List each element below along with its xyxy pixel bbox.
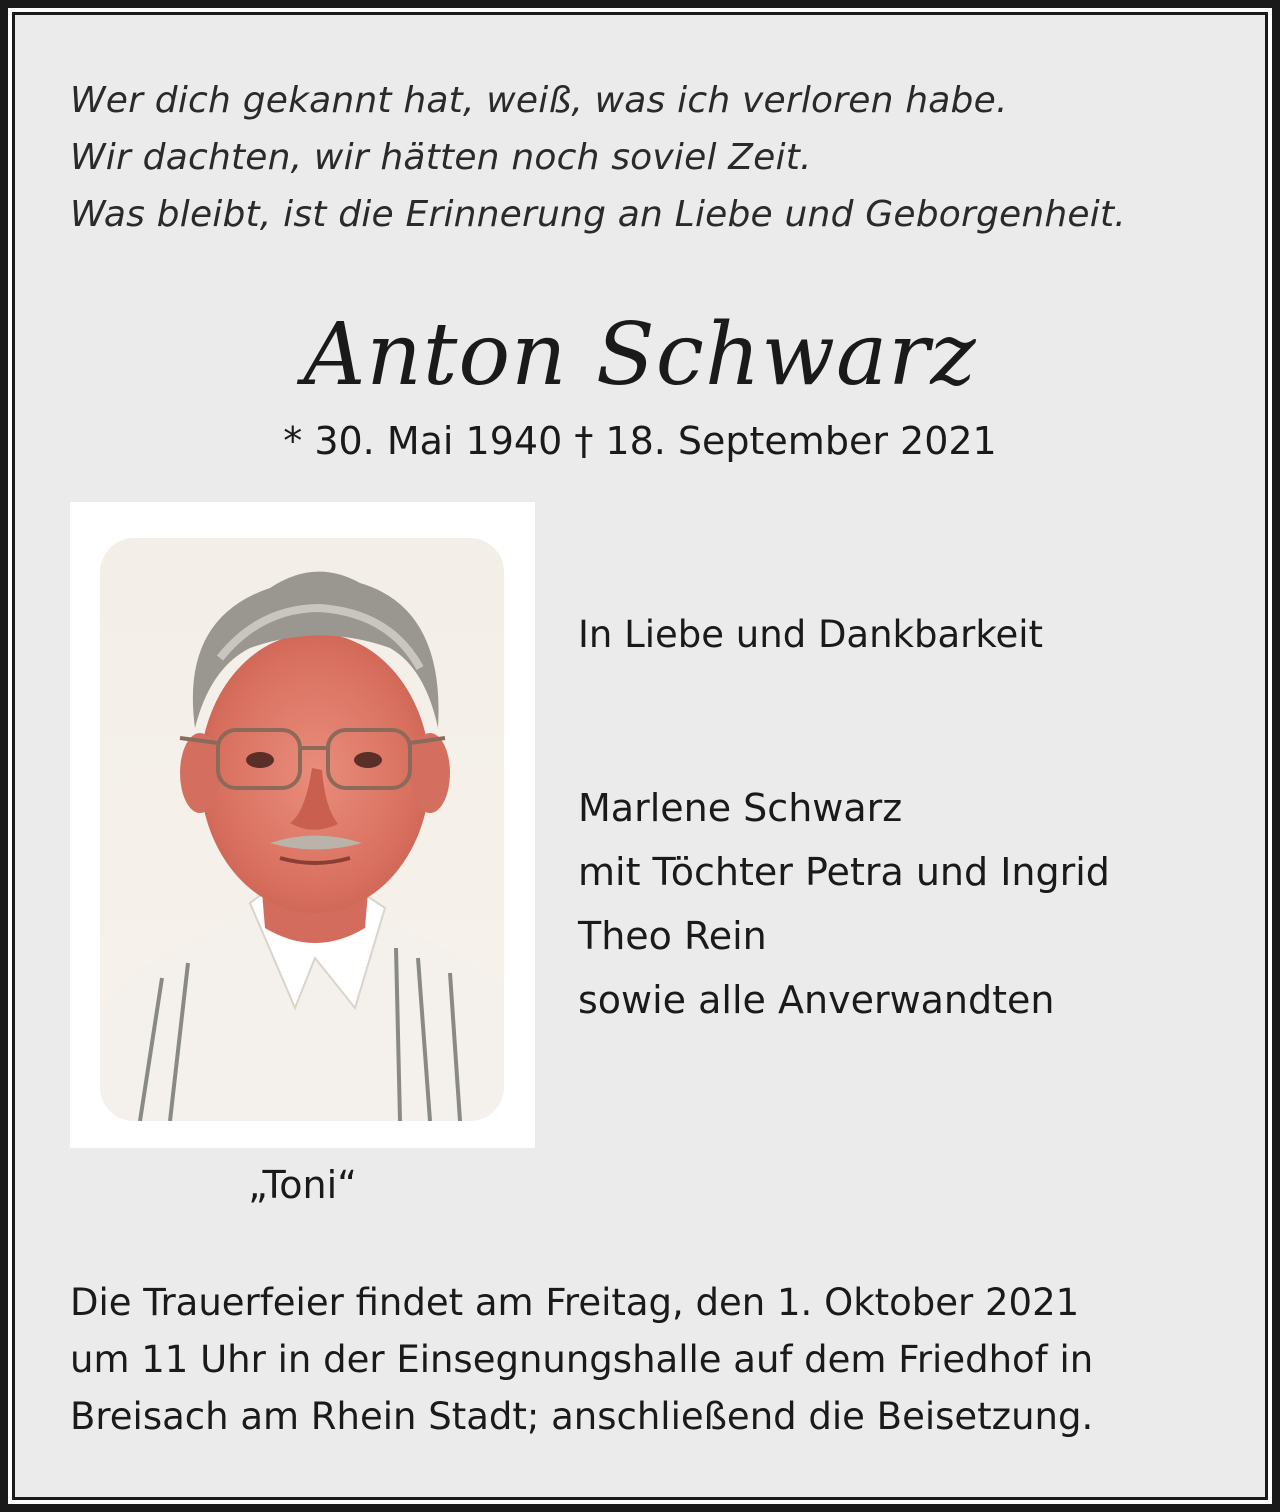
mourner-line: mit Töchter Petra und Ingrid: [578, 850, 1110, 894]
life-dates: * 30. Mai 1940 † 18. September 2021: [283, 419, 997, 463]
mourner-line: Theo Rein: [578, 914, 767, 958]
verse-quote: [70, 72, 1230, 243]
portrait-illustration: [100, 538, 504, 1121]
ceremony-notice: [70, 1274, 1240, 1445]
verse-line: Wer dich gekannt hat, weiß, was ich verloren habe.: [70, 80, 1008, 121]
thanks-heading: In Liebe und Dankbarkeit: [578, 613, 1044, 656]
portrait-photo: [100, 538, 504, 1121]
mourner-line: Marlene Schwarz: [578, 786, 903, 830]
verse-line: Was bleibt, ist die Erinnerung an Liebe und Geborgenheit.: [70, 194, 1126, 235]
mourners-list: [578, 776, 1110, 1032]
nickname: „Toni“: [248, 1163, 357, 1207]
deceased-name: Anton Schwarz: [303, 305, 977, 405]
ceremony-line: Die Trauerfeier findet am Freitag, den 1. Oktober 2021: [70, 1281, 1080, 1324]
mourner-line: sowie alle Anverwandten: [578, 978, 1055, 1022]
ceremony-line: Breisach am Rhein Stadt; anschließend die Beisetzung.: [70, 1395, 1094, 1438]
verse-line: Wir dachten, wir hätten noch soviel Zeit.: [70, 137, 812, 178]
ceremony-line: um 11 Uhr in der Einsegnungshalle auf dem Friedhof in: [70, 1338, 1094, 1381]
